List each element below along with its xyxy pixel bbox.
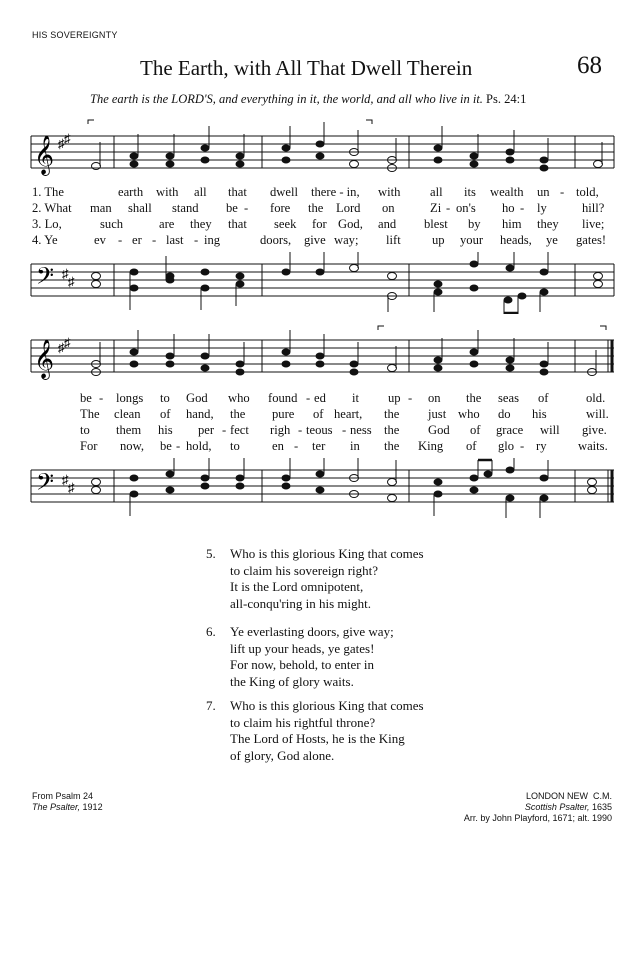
syllable: the	[384, 423, 400, 437]
tune-origin-year: 1635	[591, 802, 612, 812]
stanza-line: Ye everlasting doors, give way;	[230, 624, 394, 639]
syllable: God	[186, 391, 208, 405]
syllable: -	[118, 233, 123, 247]
syllable: hold,	[186, 439, 212, 453]
syllable: hill?	[582, 201, 605, 215]
syllable: 1. The	[32, 185, 64, 199]
syllable: found	[268, 391, 298, 405]
syllable: For	[80, 439, 98, 453]
syllable: wealth	[490, 185, 524, 199]
stanza-line: to claim his sovereign right?	[230, 562, 379, 578]
syllable: -	[560, 185, 565, 199]
syllable: heads,	[500, 233, 532, 247]
syllable: and	[378, 217, 397, 231]
epigraph-reference: Ps. 24:1	[486, 92, 527, 106]
hymn-title: The Earth, with All That Dwell Therein	[140, 56, 473, 80]
syllable: the	[466, 391, 482, 405]
syllable: that	[228, 217, 247, 231]
hymn-number: 68	[577, 52, 602, 79]
syllable: gates!	[576, 233, 607, 247]
syllable: will	[540, 423, 560, 437]
stanza-line: lift up your heads, ye gates!	[230, 640, 375, 656]
stanza-number: 6.	[206, 624, 216, 639]
syllable: ry	[536, 439, 547, 453]
syllable: glo	[498, 439, 515, 453]
syllable: give.	[582, 423, 607, 437]
syllable: ev	[94, 233, 106, 247]
syllable: with	[156, 185, 179, 199]
svg-text:♯: ♯	[62, 266, 69, 281]
stanza-line: to claim his rightful throne?	[230, 714, 376, 730]
syllable: his	[158, 423, 173, 437]
tune-name: LONDON NEW C.M.	[525, 791, 612, 801]
syllable: earth	[118, 185, 144, 199]
epigraph-text: The earth is the LORD'S, and everything in it, the world, and all who live in it.	[90, 92, 483, 106]
syllable: they	[190, 217, 212, 231]
svg-text:♯: ♯	[58, 340, 65, 355]
svg-text:♯: ♯	[64, 131, 71, 146]
syllable: -	[306, 391, 311, 405]
system1-bass-staff	[0, 252, 640, 314]
stanza-line: Who is this glorious King that comes	[230, 698, 424, 713]
syllable: -	[294, 439, 299, 453]
syllable: ly	[537, 201, 547, 215]
syllable: dwell	[270, 185, 298, 199]
svg-text:♯: ♯	[64, 335, 71, 350]
svg-text:𝄢: 𝄢	[36, 468, 55, 501]
syllable: that	[228, 185, 247, 199]
syllable: told,	[576, 185, 599, 199]
syllable: of	[470, 423, 481, 437]
stanza-line: For now, behold, to enter in	[230, 657, 374, 672]
syllable: longs	[116, 391, 144, 405]
syllable: -	[176, 439, 181, 453]
syllable: of	[160, 407, 171, 421]
syllable: waits.	[578, 439, 608, 453]
syllable: 2. What	[32, 201, 72, 215]
syllable: heart,	[334, 407, 363, 421]
syllable: the	[384, 439, 400, 453]
syllable: the	[230, 407, 246, 421]
syllable: just	[428, 407, 447, 421]
syllable: -	[446, 201, 451, 215]
syllable: God,	[338, 217, 363, 231]
syllable: per	[198, 423, 215, 437]
syllable: to	[80, 423, 90, 437]
syllable: way;	[334, 233, 359, 247]
syllable: blest	[424, 217, 448, 231]
syllable: who	[458, 407, 480, 421]
syllable: on's	[456, 201, 476, 215]
syllable: up	[388, 391, 401, 405]
syllable: such	[100, 217, 124, 231]
syllable: of	[466, 439, 477, 453]
syllable: -	[342, 423, 347, 437]
syllable: give	[304, 233, 326, 247]
stanza-line: It is the Lord omnipotent,	[230, 579, 364, 594]
svg-text:𝄞: 𝄞	[34, 339, 55, 379]
syllable: seek	[274, 217, 297, 231]
syllable: teous	[306, 423, 333, 437]
syllable: pure	[272, 407, 295, 421]
stanza-line: all-conqu'ring in his might.	[230, 595, 371, 611]
syllable: ed	[314, 391, 326, 405]
syllable: -	[408, 391, 413, 405]
syllable: do	[498, 407, 511, 421]
syllable: doors,	[260, 233, 292, 247]
syllable: them	[116, 423, 142, 437]
syllable: the	[384, 407, 400, 421]
system2-treble-staff	[0, 316, 640, 386]
svg-text:𝄞: 𝄞	[34, 135, 55, 175]
svg-text:♯: ♯	[58, 136, 65, 151]
syllable: of	[313, 407, 324, 421]
svg-text:♯: ♯	[62, 472, 69, 487]
epigraph	[90, 92, 526, 107]
syllable: be	[226, 201, 238, 215]
syllable: who	[228, 391, 250, 405]
syllable: ter	[312, 439, 326, 453]
syllable: Zi	[430, 201, 442, 215]
syllable: now,	[120, 439, 145, 453]
syllable: God	[428, 423, 450, 437]
syllable: with	[378, 185, 401, 199]
syllable: they	[537, 217, 559, 231]
stanza-number: 5.	[206, 546, 216, 561]
syllable: 3. Lo,	[32, 217, 62, 231]
syllable: -	[520, 439, 525, 453]
stanza-number: 7.	[206, 698, 216, 713]
syllable: your	[460, 233, 484, 247]
syllable: 4. Ye	[32, 233, 58, 247]
syllable: -	[99, 391, 104, 405]
syllable: -	[152, 233, 157, 247]
svg-text:𝄢: 𝄢	[36, 262, 55, 295]
syllable: en	[272, 439, 284, 453]
syllable: will.	[586, 407, 609, 421]
syllable: ness	[350, 423, 372, 437]
syllable: be	[80, 391, 92, 405]
syllable: un	[537, 185, 550, 199]
syllable: lift	[386, 233, 401, 247]
syllable: stand	[172, 201, 199, 215]
system2-bass-staff	[0, 458, 640, 520]
syllable: -	[298, 423, 303, 437]
syllable: it	[352, 391, 359, 405]
syllable: him	[502, 217, 522, 231]
syllable: his	[532, 407, 547, 421]
tune-origin: Scottish Psalter,	[524, 802, 590, 812]
syllable: by	[468, 217, 481, 231]
syllable: in	[350, 439, 360, 453]
syllable: up	[432, 233, 445, 247]
syllable: ing	[204, 233, 221, 247]
syllable: -	[194, 233, 199, 247]
syllable: seas	[498, 391, 519, 405]
syllable: -	[244, 201, 249, 215]
tune-arrangement: Arr. by John Playford, 1671; alt. 1990	[463, 813, 612, 823]
syllable: hand,	[186, 407, 214, 421]
syllable: -	[520, 201, 525, 215]
syllable: on	[382, 201, 395, 215]
tune-credits	[464, 791, 612, 824]
syllable: clean	[114, 407, 141, 421]
syllable: on	[428, 391, 441, 405]
syllable: there - in,	[311, 185, 360, 199]
stanza-line: of glory, God alone.	[230, 747, 335, 763]
psalter-year: 1912	[82, 802, 103, 812]
syllable: all	[430, 185, 443, 199]
svg-text:♯: ♯	[68, 480, 75, 495]
syllable: King	[418, 439, 444, 453]
psalter-name: The Psalter,	[32, 802, 81, 812]
syllable: The	[80, 407, 100, 421]
section-label: HIS SOVEREIGNTY	[32, 30, 118, 40]
syllable: last	[166, 233, 184, 247]
syllable: are	[159, 217, 175, 231]
syllable: ho	[502, 201, 515, 215]
syllable: its	[464, 185, 476, 199]
syllable: all	[194, 185, 207, 199]
syllable: righ	[270, 423, 291, 437]
syllable: for	[312, 217, 327, 231]
syllable: fore	[270, 201, 291, 215]
syllable: the	[308, 201, 324, 215]
syllable: man	[90, 201, 112, 215]
syllable: Lord	[336, 201, 361, 215]
stanza-line: the King of glory waits.	[230, 673, 354, 689]
stanza-line: Who is this glorious King that comes	[230, 546, 424, 561]
syllable: -	[222, 423, 227, 437]
syllable: fect	[230, 423, 249, 437]
syllable: be	[160, 439, 172, 453]
syllable: grace	[496, 423, 524, 437]
syllable: shall	[128, 201, 152, 215]
text-credits	[32, 791, 103, 813]
syllable: of	[538, 391, 549, 405]
syllable: old.	[586, 391, 606, 405]
system1-treble-staff	[0, 116, 640, 176]
syllable: er	[132, 233, 142, 247]
svg-text:♯: ♯	[68, 274, 75, 289]
text-source: From Psalm 24	[32, 791, 94, 801]
syllable: ye	[546, 233, 558, 247]
syllable: to	[230, 439, 240, 453]
syllable: live;	[582, 217, 605, 231]
syllable: to	[160, 391, 170, 405]
stanza-line: The Lord of Hosts, he is the King	[230, 731, 405, 746]
